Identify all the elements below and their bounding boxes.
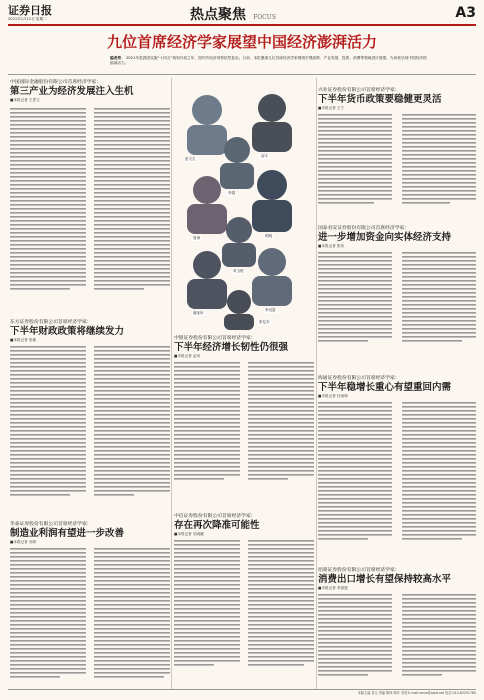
page-headline: 九位首席经济学家展望中国经济澎湃活力 bbox=[106, 33, 377, 51]
text-lines bbox=[318, 114, 476, 214]
article-lead: 兴业证券股份有限公司首席经济学家： bbox=[318, 88, 400, 93]
article-3 bbox=[10, 522, 170, 545]
article-headline: 制造业利润有望进一步改善 bbox=[10, 528, 125, 539]
column-divider bbox=[316, 78, 317, 690]
text-lines bbox=[174, 540, 314, 680]
article-byline: ■本报记者 吴晓璐 bbox=[174, 532, 204, 536]
article-headline: 进一步增加资金向实体经济支持 bbox=[318, 232, 452, 243]
article-byline: ■本报记者 孟珂 bbox=[174, 354, 201, 358]
text-block bbox=[318, 114, 476, 214]
text-lines bbox=[10, 108, 170, 298]
text-lines bbox=[318, 252, 476, 352]
article-headline: 下半年财政政策将继续发力 bbox=[10, 326, 125, 337]
masthead-left bbox=[8, 4, 88, 22]
article-byline: ■本报记者 李春莲 bbox=[318, 586, 348, 590]
article-byline: ■本报记者 张伟 bbox=[318, 244, 345, 248]
text-lines bbox=[174, 362, 314, 492]
article-lead: 中银证券股份有限公司首席经济学家： bbox=[174, 336, 256, 341]
paper-name: 证券日报 bbox=[8, 4, 52, 17]
column-divider bbox=[171, 78, 172, 690]
name-tag: 明明 bbox=[265, 234, 273, 238]
text-block bbox=[10, 548, 170, 688]
text-block bbox=[10, 108, 170, 298]
name-tag: 谢亚轩 bbox=[193, 311, 204, 315]
name-tag: 李超 bbox=[228, 191, 236, 195]
article-8 bbox=[318, 376, 476, 399]
text-lines bbox=[318, 402, 476, 552]
section-subtitle: FOCUS bbox=[253, 14, 276, 21]
footer-text: 本版主编 袁元 责编 陈炜 制作 李波 E-mail:zmzx@zqrb.net 电话 010-83251785 bbox=[357, 691, 476, 695]
page-number: A3 bbox=[455, 5, 476, 21]
name-tag: 张忆东 bbox=[259, 320, 270, 324]
section-banner bbox=[190, 4, 330, 24]
article-lead: 海通证券股份有限公司首席经济学家： bbox=[318, 376, 400, 381]
divider bbox=[8, 74, 476, 75]
name-tag: 彭文生 bbox=[185, 157, 196, 161]
article-byline: ■本报记者 王宁 bbox=[318, 106, 345, 110]
article-headline: 第三产业为经济发展注入生机 bbox=[10, 86, 134, 97]
article-6 bbox=[318, 88, 476, 111]
name-tag: 荀玉根 bbox=[233, 269, 244, 273]
name-tag: 邵宇 bbox=[261, 154, 269, 158]
article-lead: 华泰证券股份有限公司首席经济学家： bbox=[10, 522, 92, 527]
article-headline: 下半年货币政策要稳健更灵活 bbox=[318, 94, 442, 105]
article-headline: 下半年经济增长韧性仍很强 bbox=[174, 342, 289, 353]
text-lines bbox=[318, 594, 476, 686]
article-lead: 东方证券股份有限公司首席经济学家： bbox=[10, 320, 92, 325]
article-7 bbox=[318, 226, 476, 249]
article-byline: ■本报记者 王思文 bbox=[10, 98, 40, 102]
text-block bbox=[318, 252, 476, 352]
text-block bbox=[318, 594, 476, 686]
portraits-svg bbox=[172, 80, 312, 330]
text-block bbox=[10, 346, 170, 506]
name-tag: 李迅雷 bbox=[265, 308, 276, 312]
footer-rule bbox=[8, 689, 476, 690]
article-headline: 存在再次降准可能性 bbox=[174, 520, 260, 531]
article-byline: ■本报记者 张敏 bbox=[10, 338, 37, 342]
date-line: 2021年1月12日 星期二 bbox=[8, 17, 47, 21]
editor-text: 2021年是我国实施“十四五”规划开局之年，国内外经济形势依然复杂。日前，本报邀请九位首席经济学家围绕宏观政策、产业发展、投资、消费等领域进行展望，为读者呈现中国经济的澎湃活力。 bbox=[110, 56, 427, 65]
article-4 bbox=[174, 336, 314, 359]
text-block bbox=[174, 362, 314, 492]
text-block bbox=[174, 540, 314, 680]
article-byline: ■本报记者 刘琪 bbox=[10, 540, 37, 544]
article-1 bbox=[10, 80, 170, 103]
text-block bbox=[318, 402, 476, 552]
masthead-rule bbox=[8, 24, 476, 26]
portrait-collage bbox=[172, 80, 312, 330]
article-9 bbox=[318, 568, 476, 591]
article-2 bbox=[10, 320, 170, 343]
editor-note: 编者按： 2021年是我国实施“十四五”规划开局之年，国内外经济形势依然复杂。日前，本报邀请九位首席经济学家围绕宏观政策、产业发展、投资、消费等领域进行展望，为读者呈现中国经济的澎湃活力。 bbox=[110, 56, 427, 65]
article-lead: 中信证券股份有限公司首席经济学家： bbox=[174, 514, 256, 519]
text-lines bbox=[10, 548, 170, 688]
article-lead: 招商证券股份有限公司首席经济学家： bbox=[318, 568, 400, 573]
article-5 bbox=[174, 514, 314, 537]
article-headline: 下半年稳增长重心有望重回内需 bbox=[318, 382, 452, 393]
section-title: 热点聚焦 bbox=[190, 7, 246, 23]
article-byline: ■本报记者 杜雨萌 bbox=[318, 394, 348, 398]
editor-label: 编者按 bbox=[110, 56, 122, 60]
text-lines bbox=[10, 346, 170, 506]
article-headline: 消费出口增长有望保持较高水平 bbox=[318, 574, 452, 585]
article-lead: 国泰君安证券股份有限公司首席经济学家： bbox=[318, 226, 410, 231]
article-lead: 中国国际金融股份有限公司首席经济学家： bbox=[10, 80, 102, 85]
name-tag: 管涛 bbox=[193, 236, 201, 240]
